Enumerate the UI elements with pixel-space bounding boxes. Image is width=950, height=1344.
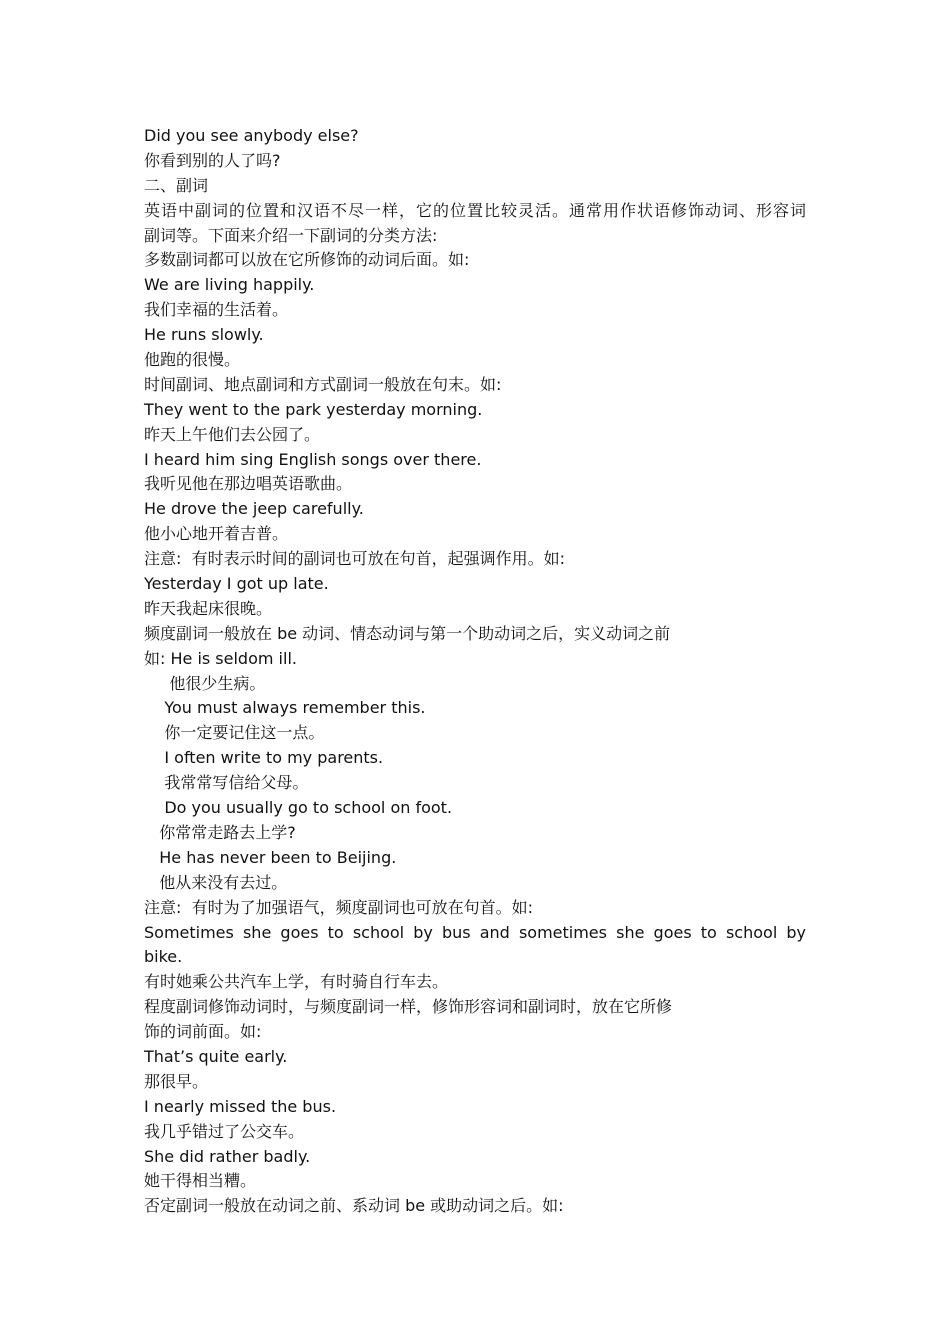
document-page xyxy=(144,124,806,1219)
example-english: I often write to my parents. xyxy=(144,748,384,768)
example-chinese: 昨天我起床很晚。 xyxy=(144,598,273,618)
note-line: 注意: 有时表示时间的副词也可放在句首，起强调作用。如: xyxy=(144,549,565,569)
text-line: Did you see anybody else? xyxy=(144,126,359,145)
example-english: He has never been to Beijing. xyxy=(144,847,397,867)
example-english: You must always remember this. xyxy=(144,698,426,718)
example-chinese: 我几乎错过了公交车。 xyxy=(144,1121,305,1141)
example-english: He runs slowly. xyxy=(144,325,264,345)
example-english: Do you usually go to school on foot. xyxy=(144,798,453,818)
example-chinese: 他小心地开着吉普。 xyxy=(144,524,289,544)
example-english: He drove the jeep carefully. xyxy=(144,499,364,519)
example-english: Sometimes she goes to school by bus and sometimes she goes to school by xyxy=(144,922,806,942)
example-chinese: 我听见他在那边唱英语歌曲。 xyxy=(144,474,353,494)
example-english: bike. xyxy=(144,947,183,967)
example-chinese: 那很早。 xyxy=(144,1071,209,1091)
example-english: They went to the park yesterday morning. xyxy=(144,399,483,419)
example-english: We are living happily. xyxy=(144,275,315,295)
example-english: I nearly missed the bus. xyxy=(144,1096,337,1116)
text-line: 你看到别的人了吗? xyxy=(144,150,281,170)
text-line: 频度副词一般放在 be 动词、情态动词与第一个助动词之后，实义动词之前 xyxy=(144,623,671,643)
example-chinese: 她干得相当糟。 xyxy=(144,1171,257,1191)
example-english: 如: He is seldom ill. xyxy=(144,648,297,668)
text-line: 否定副词一般放在动词之前、系动词 be 或助动词之后。如: xyxy=(144,1196,564,1216)
example-english: That’s quite early. xyxy=(144,1046,288,1066)
example-chinese: 你常常走路去上学? xyxy=(144,822,296,842)
example-chinese: 他从来没有去过。 xyxy=(144,872,288,892)
text-line: 时间副词、地点副词和方式副词一般放在句末。如: xyxy=(144,374,502,394)
example-chinese: 有时她乘公共汽车上学，有时骑自行车去。 xyxy=(144,972,449,992)
text-line: 多数副词都可以放在它所修饰的动词后面。如: xyxy=(144,250,470,270)
example-chinese: 你一定要记住这一点。 xyxy=(144,723,325,743)
note-line: 注意: 有时为了加强语气，频度副词也可放在句首。如: xyxy=(144,897,533,917)
example-chinese: 他很少生病。 xyxy=(144,673,266,693)
example-chinese: 昨天上午他们去公园了。 xyxy=(144,424,321,444)
text-line: 副词等。下面来介绍一下副词的分类方法: xyxy=(144,225,438,245)
text-line: 饰的词前面。如: xyxy=(144,1022,262,1042)
text-line: 程度副词修饰动词时，与频度副词一样，修饰形容词和副词时，放在它所修 xyxy=(144,997,673,1017)
section-heading: 二、副词 xyxy=(144,175,209,195)
example-english: Yesterday I got up late. xyxy=(144,574,329,594)
example-chinese: 我们幸福的生活着。 xyxy=(144,300,289,320)
example-chinese: 我常常写信给父母。 xyxy=(144,773,309,793)
text-line: 英语中副词的位置和汉语不尽一样，它的位置比较灵活。通常用作状语修饰动词、形容词 xyxy=(144,200,806,220)
example-english: She did rather badly. xyxy=(144,1146,311,1166)
example-english: I heard him sing English songs over there. xyxy=(144,449,482,469)
example-chinese: 他跑的很慢。 xyxy=(144,350,241,370)
